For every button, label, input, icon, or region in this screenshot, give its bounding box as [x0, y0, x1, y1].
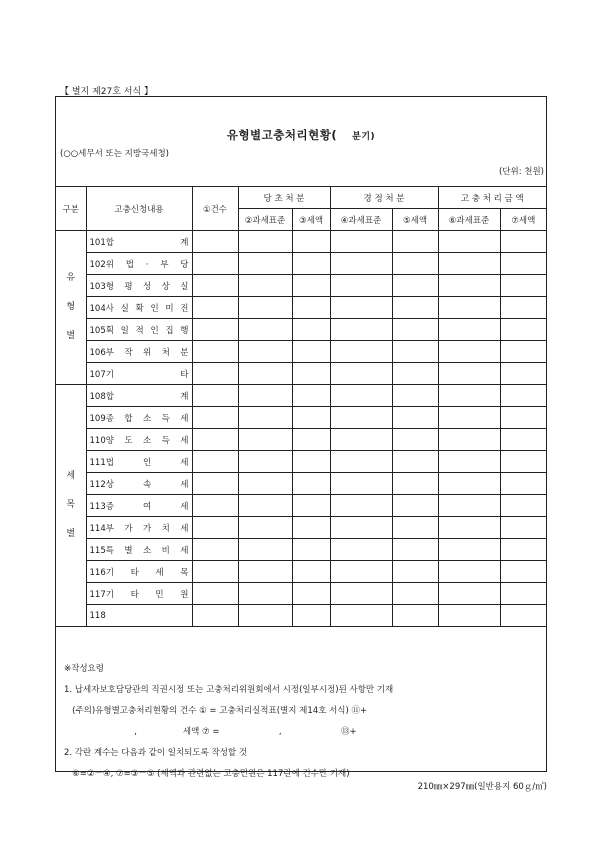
- row-item-label: 113증 여 세: [86, 495, 192, 517]
- data-cell[interactable]: [192, 253, 238, 275]
- category-char: 별: [66, 529, 76, 540]
- data-cell[interactable]: [292, 517, 330, 539]
- data-cell[interactable]: [438, 341, 500, 363]
- data-cell[interactable]: [438, 473, 500, 495]
- data-cell[interactable]: [392, 429, 438, 451]
- data-cell[interactable]: [238, 583, 292, 605]
- header-g3-base: ⑥과세표준: [438, 209, 500, 231]
- data-cell[interactable]: [292, 583, 330, 605]
- header-g1-tax: ③세액: [292, 209, 330, 231]
- table-row: [56, 319, 546, 341]
- row-item-label: 117기 타 민 원: [86, 583, 192, 605]
- data-cell[interactable]: [330, 341, 392, 363]
- data-cell[interactable]: [438, 583, 500, 605]
- data-cell[interactable]: [392, 297, 438, 319]
- data-cell[interactable]: [330, 363, 392, 385]
- row-item-label: 115특 별 소 비 세: [86, 539, 192, 561]
- table-row: [56, 451, 546, 473]
- header-g2-base: ④과세표준: [330, 209, 392, 231]
- data-cell[interactable]: [438, 517, 500, 539]
- row-item-label: 110양 도 소 득 세: [86, 429, 192, 451]
- data-cell[interactable]: [238, 319, 292, 341]
- data-cell[interactable]: [330, 605, 392, 627]
- header-g2-tax: ⑤세액: [392, 209, 438, 231]
- data-cell[interactable]: [292, 341, 330, 363]
- data-cell[interactable]: [292, 275, 330, 297]
- row-item-label: 109종 합 소 득 세: [86, 407, 192, 429]
- data-cell[interactable]: [238, 297, 292, 319]
- row-item-label: 108합 계: [86, 385, 192, 407]
- data-cell[interactable]: [392, 605, 438, 627]
- header-original-disposition: 당 초 처 분: [238, 187, 330, 209]
- data-cell[interactable]: [392, 539, 438, 561]
- data-cell[interactable]: [500, 319, 546, 341]
- data-cell[interactable]: [438, 539, 500, 561]
- data-cell[interactable]: [238, 451, 292, 473]
- instructions: [64, 659, 393, 785]
- data-cell[interactable]: [292, 385, 330, 407]
- data-cell[interactable]: [500, 539, 546, 561]
- data-cell[interactable]: [330, 231, 392, 253]
- data-cell[interactable]: [392, 319, 438, 341]
- data-cell[interactable]: [330, 517, 392, 539]
- data-cell[interactable]: [292, 407, 330, 429]
- data-cell[interactable]: [292, 297, 330, 319]
- data-cell[interactable]: [238, 429, 292, 451]
- data-cell[interactable]: [500, 605, 546, 627]
- data-cell[interactable]: [500, 253, 546, 275]
- row-item-label: 111법 인 세: [86, 451, 192, 473]
- table-row: [56, 429, 546, 451]
- data-cell[interactable]: [330, 275, 392, 297]
- data-cell[interactable]: [238, 605, 292, 627]
- data-cell[interactable]: [500, 517, 546, 539]
- data-cell[interactable]: [500, 451, 546, 473]
- data-cell[interactable]: [438, 363, 500, 385]
- table-row: [56, 605, 546, 627]
- data-cell[interactable]: [192, 473, 238, 495]
- data-cell[interactable]: [392, 341, 438, 363]
- data-cell[interactable]: [292, 605, 330, 627]
- data-cell[interactable]: [292, 561, 330, 583]
- data-cell[interactable]: [192, 319, 238, 341]
- data-cell[interactable]: [438, 275, 500, 297]
- table-row: [56, 539, 546, 561]
- data-cell[interactable]: [438, 385, 500, 407]
- data-cell[interactable]: [330, 319, 392, 341]
- data-cell[interactable]: [330, 297, 392, 319]
- table-row: [56, 583, 546, 605]
- data-cell[interactable]: [392, 495, 438, 517]
- header-content: 고충신청내용: [86, 187, 192, 231]
- data-cell[interactable]: [500, 231, 546, 253]
- data-cell[interactable]: [500, 473, 546, 495]
- data-cell[interactable]: [438, 561, 500, 583]
- data-cell[interactable]: [330, 473, 392, 495]
- data-cell[interactable]: [192, 297, 238, 319]
- instructions-line: (주의)유형별고충처리현황의 건수 ① = 고충처리실적표(별지 제14호 서식) ⑪+: [64, 706, 368, 716]
- title-main: 유형별고충처리현황(: [226, 128, 338, 142]
- data-cell[interactable]: [500, 275, 546, 297]
- data-cell[interactable]: [238, 253, 292, 275]
- data-cell[interactable]: [238, 407, 292, 429]
- section-by-tax-item: [56, 385, 546, 627]
- data-cell[interactable]: [330, 429, 392, 451]
- data-cell[interactable]: [392, 517, 438, 539]
- instructions-line: ⑥=②－④, ⑦=③－⑤ (세액과 관련없는 고충민원은 117란에 건수만 기재): [64, 769, 350, 779]
- header-count: ①건수: [192, 187, 238, 231]
- table-row: [56, 473, 546, 495]
- row-item-label: 106부 작 위 처 분: [86, 341, 192, 363]
- data-cell[interactable]: [392, 385, 438, 407]
- header-g1-base: ②과세표준: [238, 209, 292, 231]
- row-item-label: 112상 속 세: [86, 473, 192, 495]
- table-row: [56, 231, 546, 253]
- table-row: [56, 363, 546, 385]
- table-row: [56, 561, 546, 583]
- data-cell[interactable]: [392, 253, 438, 275]
- data-cell[interactable]: [392, 275, 438, 297]
- data-cell[interactable]: [392, 363, 438, 385]
- row-item-label: 102위 법 · 부 당: [86, 253, 192, 275]
- section-by-type: [56, 231, 546, 385]
- row-item-label: 114부 가 가 치 세: [86, 517, 192, 539]
- row-item-label: 103형 평 성 상 실: [86, 275, 192, 297]
- header-grievance-amount: 고 충 처 리 금 액: [438, 187, 546, 209]
- row-item-label: 118: [86, 605, 192, 627]
- row-item-label: 107기 타: [86, 363, 192, 385]
- page-title: [56, 127, 546, 143]
- table-row: [56, 275, 546, 297]
- table-row: [56, 341, 546, 363]
- data-cell[interactable]: [192, 605, 238, 627]
- data-cell[interactable]: [192, 429, 238, 451]
- data-cell[interactable]: [192, 451, 238, 473]
- table-row: [56, 407, 546, 429]
- data-cell[interactable]: [438, 451, 500, 473]
- data-cell[interactable]: [438, 253, 500, 275]
- category-char: 유: [66, 272, 76, 283]
- category-char: 목: [66, 499, 76, 510]
- data-cell[interactable]: [330, 385, 392, 407]
- data-cell[interactable]: [330, 253, 392, 275]
- data-cell[interactable]: [238, 561, 292, 583]
- data-cell[interactable]: [238, 231, 292, 253]
- data-cell[interactable]: [292, 495, 330, 517]
- instructions-line: , 세액 ⑦ = , ⑬+: [64, 727, 357, 737]
- data-cell[interactable]: [500, 363, 546, 385]
- instructions-line: 2. 각란 계수는 다음과 같이 일치되도록 작성할 것: [64, 748, 248, 758]
- data-cell[interactable]: [238, 517, 292, 539]
- data-cell[interactable]: [192, 517, 238, 539]
- table-row: [56, 495, 546, 517]
- section2-category-label: [56, 385, 86, 627]
- data-cell[interactable]: [292, 253, 330, 275]
- status-table: [56, 186, 546, 627]
- title-quarter: 분기): [352, 132, 376, 142]
- data-cell[interactable]: [500, 385, 546, 407]
- data-cell[interactable]: [438, 407, 500, 429]
- data-cell[interactable]: [292, 231, 330, 253]
- data-cell[interactable]: [438, 605, 500, 627]
- data-cell[interactable]: [192, 495, 238, 517]
- data-cell[interactable]: [392, 561, 438, 583]
- data-cell[interactable]: [330, 583, 392, 605]
- data-cell[interactable]: [192, 275, 238, 297]
- data-cell[interactable]: [500, 407, 546, 429]
- data-cell[interactable]: [500, 583, 546, 605]
- data-cell[interactable]: [192, 231, 238, 253]
- data-cell[interactable]: [330, 451, 392, 473]
- data-cell[interactable]: [192, 341, 238, 363]
- data-cell[interactable]: [392, 473, 438, 495]
- row-item-label: 116기 타 세 목: [86, 561, 192, 583]
- data-cell[interactable]: [392, 231, 438, 253]
- data-cell[interactable]: [330, 495, 392, 517]
- data-cell[interactable]: [192, 385, 238, 407]
- category-char: 별: [66, 331, 76, 342]
- data-cell[interactable]: [438, 495, 500, 517]
- category-char: 형: [66, 301, 76, 312]
- data-cell[interactable]: [192, 407, 238, 429]
- data-cell[interactable]: [438, 231, 500, 253]
- data-cell[interactable]: [192, 363, 238, 385]
- category-char: 세: [66, 470, 76, 481]
- data-cell[interactable]: [292, 539, 330, 561]
- data-cell[interactable]: [438, 429, 500, 451]
- row-item-label: 105획 일 적 인 집 행: [86, 319, 192, 341]
- data-cell[interactable]: [292, 363, 330, 385]
- table-row: [56, 517, 546, 539]
- data-cell[interactable]: [238, 495, 292, 517]
- table-row: [56, 253, 546, 275]
- data-cell[interactable]: [330, 539, 392, 561]
- data-cell[interactable]: [500, 561, 546, 583]
- data-cell[interactable]: [500, 429, 546, 451]
- data-cell[interactable]: [500, 297, 546, 319]
- office-label: (○○세무서 또는 지방국세청): [60, 149, 169, 159]
- table-row: [56, 297, 546, 319]
- header-category: 구분: [56, 187, 86, 231]
- data-cell[interactable]: [330, 561, 392, 583]
- data-cell[interactable]: [192, 561, 238, 583]
- data-cell[interactable]: [238, 539, 292, 561]
- data-cell[interactable]: [392, 407, 438, 429]
- data-cell[interactable]: [292, 429, 330, 451]
- data-cell[interactable]: [192, 583, 238, 605]
- data-cell[interactable]: [438, 319, 500, 341]
- row-item-label: 101합 계: [86, 231, 192, 253]
- data-cell[interactable]: [238, 363, 292, 385]
- data-cell[interactable]: [238, 385, 292, 407]
- data-cell[interactable]: [238, 473, 292, 495]
- instructions-heading: ※작성요령: [64, 664, 104, 674]
- unit-label: (단위: 천원): [498, 167, 544, 177]
- form-number-label: 【 별지 제27호 서식 】: [60, 87, 154, 97]
- form-frame: [55, 96, 547, 779]
- instructions-line: 1. 납세자보호담당관의 직권시정 또는 고충처리위원회에서 시정(일부시정)된 사항만 기재: [64, 685, 394, 695]
- row-item-label: 104사 실 확 인 미 진: [86, 297, 192, 319]
- data-cell[interactable]: [438, 297, 500, 319]
- data-cell[interactable]: [238, 275, 292, 297]
- data-cell[interactable]: [392, 451, 438, 473]
- data-cell[interactable]: [330, 407, 392, 429]
- header-corrected-disposition: 경 정 처 분: [330, 187, 438, 209]
- header-g3-tax: ⑦세액: [500, 209, 546, 231]
- data-cell[interactable]: [500, 341, 546, 363]
- section1-category-label: [56, 231, 86, 385]
- data-cell[interactable]: [238, 341, 292, 363]
- data-cell[interactable]: [392, 583, 438, 605]
- data-cell[interactable]: [292, 473, 330, 495]
- data-cell[interactable]: [500, 495, 546, 517]
- data-cell[interactable]: [192, 539, 238, 561]
- paper-size-note: 210㎜×297㎜(일반용지 60ｇ/㎡): [417, 782, 547, 792]
- data-cell[interactable]: [292, 451, 330, 473]
- table-row: [56, 385, 546, 407]
- data-cell[interactable]: [292, 319, 330, 341]
